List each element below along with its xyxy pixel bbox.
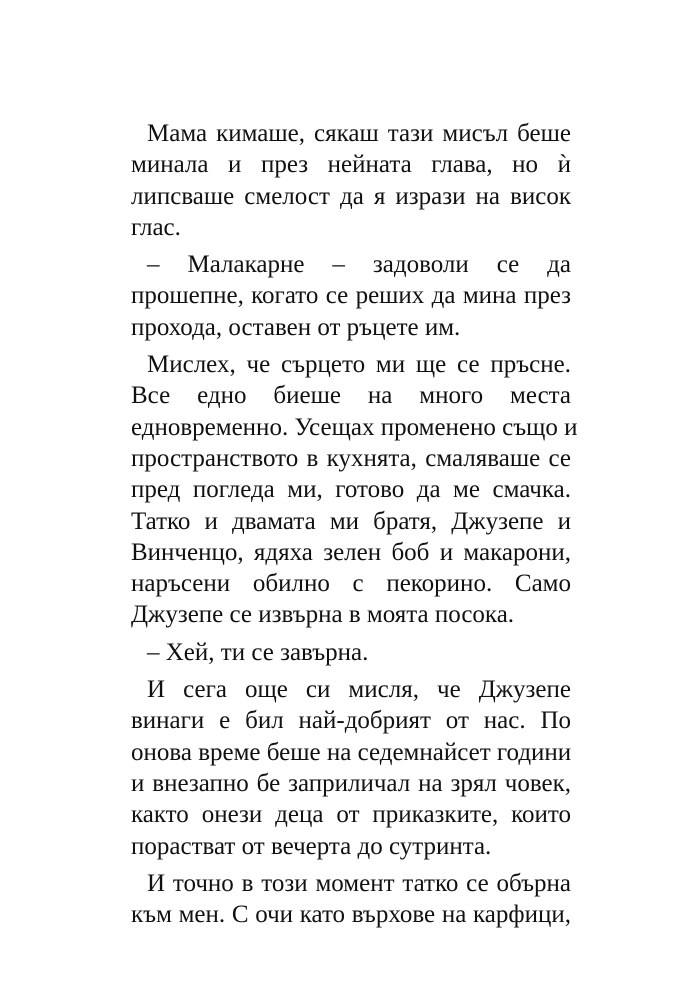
text-line: Мислех, че сърцето ми ще се пръсне.	[147, 351, 571, 379]
text-line: Винченцо, ядяха зелен боб и макарони,	[131, 538, 571, 566]
text-line: порастват от вечерта до сутринта.	[131, 832, 492, 860]
text-line: Джузепе се извърна в моята посока.	[131, 601, 515, 629]
text-line: прохода, оставен от ръцете им.	[131, 313, 461, 341]
text-line: Татко и двамата ми братя, Джузепе и	[131, 507, 571, 535]
text-line: и внезапно бе заприличал на зрял човек,	[131, 769, 571, 797]
body-text	[131, 118, 578, 930]
text-line: наръсени обилно с пекорино. Само	[131, 570, 571, 598]
text-line: винаги е бил най-добрият от нас. По	[131, 707, 571, 735]
text-line: И точно в този момент татко се обърна	[147, 869, 571, 897]
text-line: И сега още си мисля, че Джузепе	[147, 676, 571, 704]
text-line: Мама кимаше, сякаш тази мисъл беше	[147, 120, 571, 147]
text-line: – Малакарне – задоволи се да	[147, 251, 571, 279]
text-line: прошепне, когато се реших да мина през	[131, 282, 571, 310]
text-line: едновременно. Усещах променено също и	[131, 413, 578, 441]
text-line: – Хей, ти се завърна.	[147, 638, 369, 666]
text-line: пред погледа ми, готово да ме смачка.	[131, 476, 571, 504]
text-line: Все едно биеше на много места	[131, 382, 571, 410]
text-line: глас.	[131, 213, 181, 241]
text-line: към мен. С очи като върхове на карфици,	[131, 901, 571, 929]
text-line: липсваше смелост да я изрази на висок	[131, 182, 571, 210]
text-line: онова време беше на седемнайсет години	[131, 738, 572, 766]
text-line: пространството в кухнята, смаляваше се	[131, 444, 571, 472]
text-line: минала и през нейната глава, но ѝ	[131, 151, 571, 179]
text-line: както онези деца от приказките, които	[131, 801, 571, 829]
